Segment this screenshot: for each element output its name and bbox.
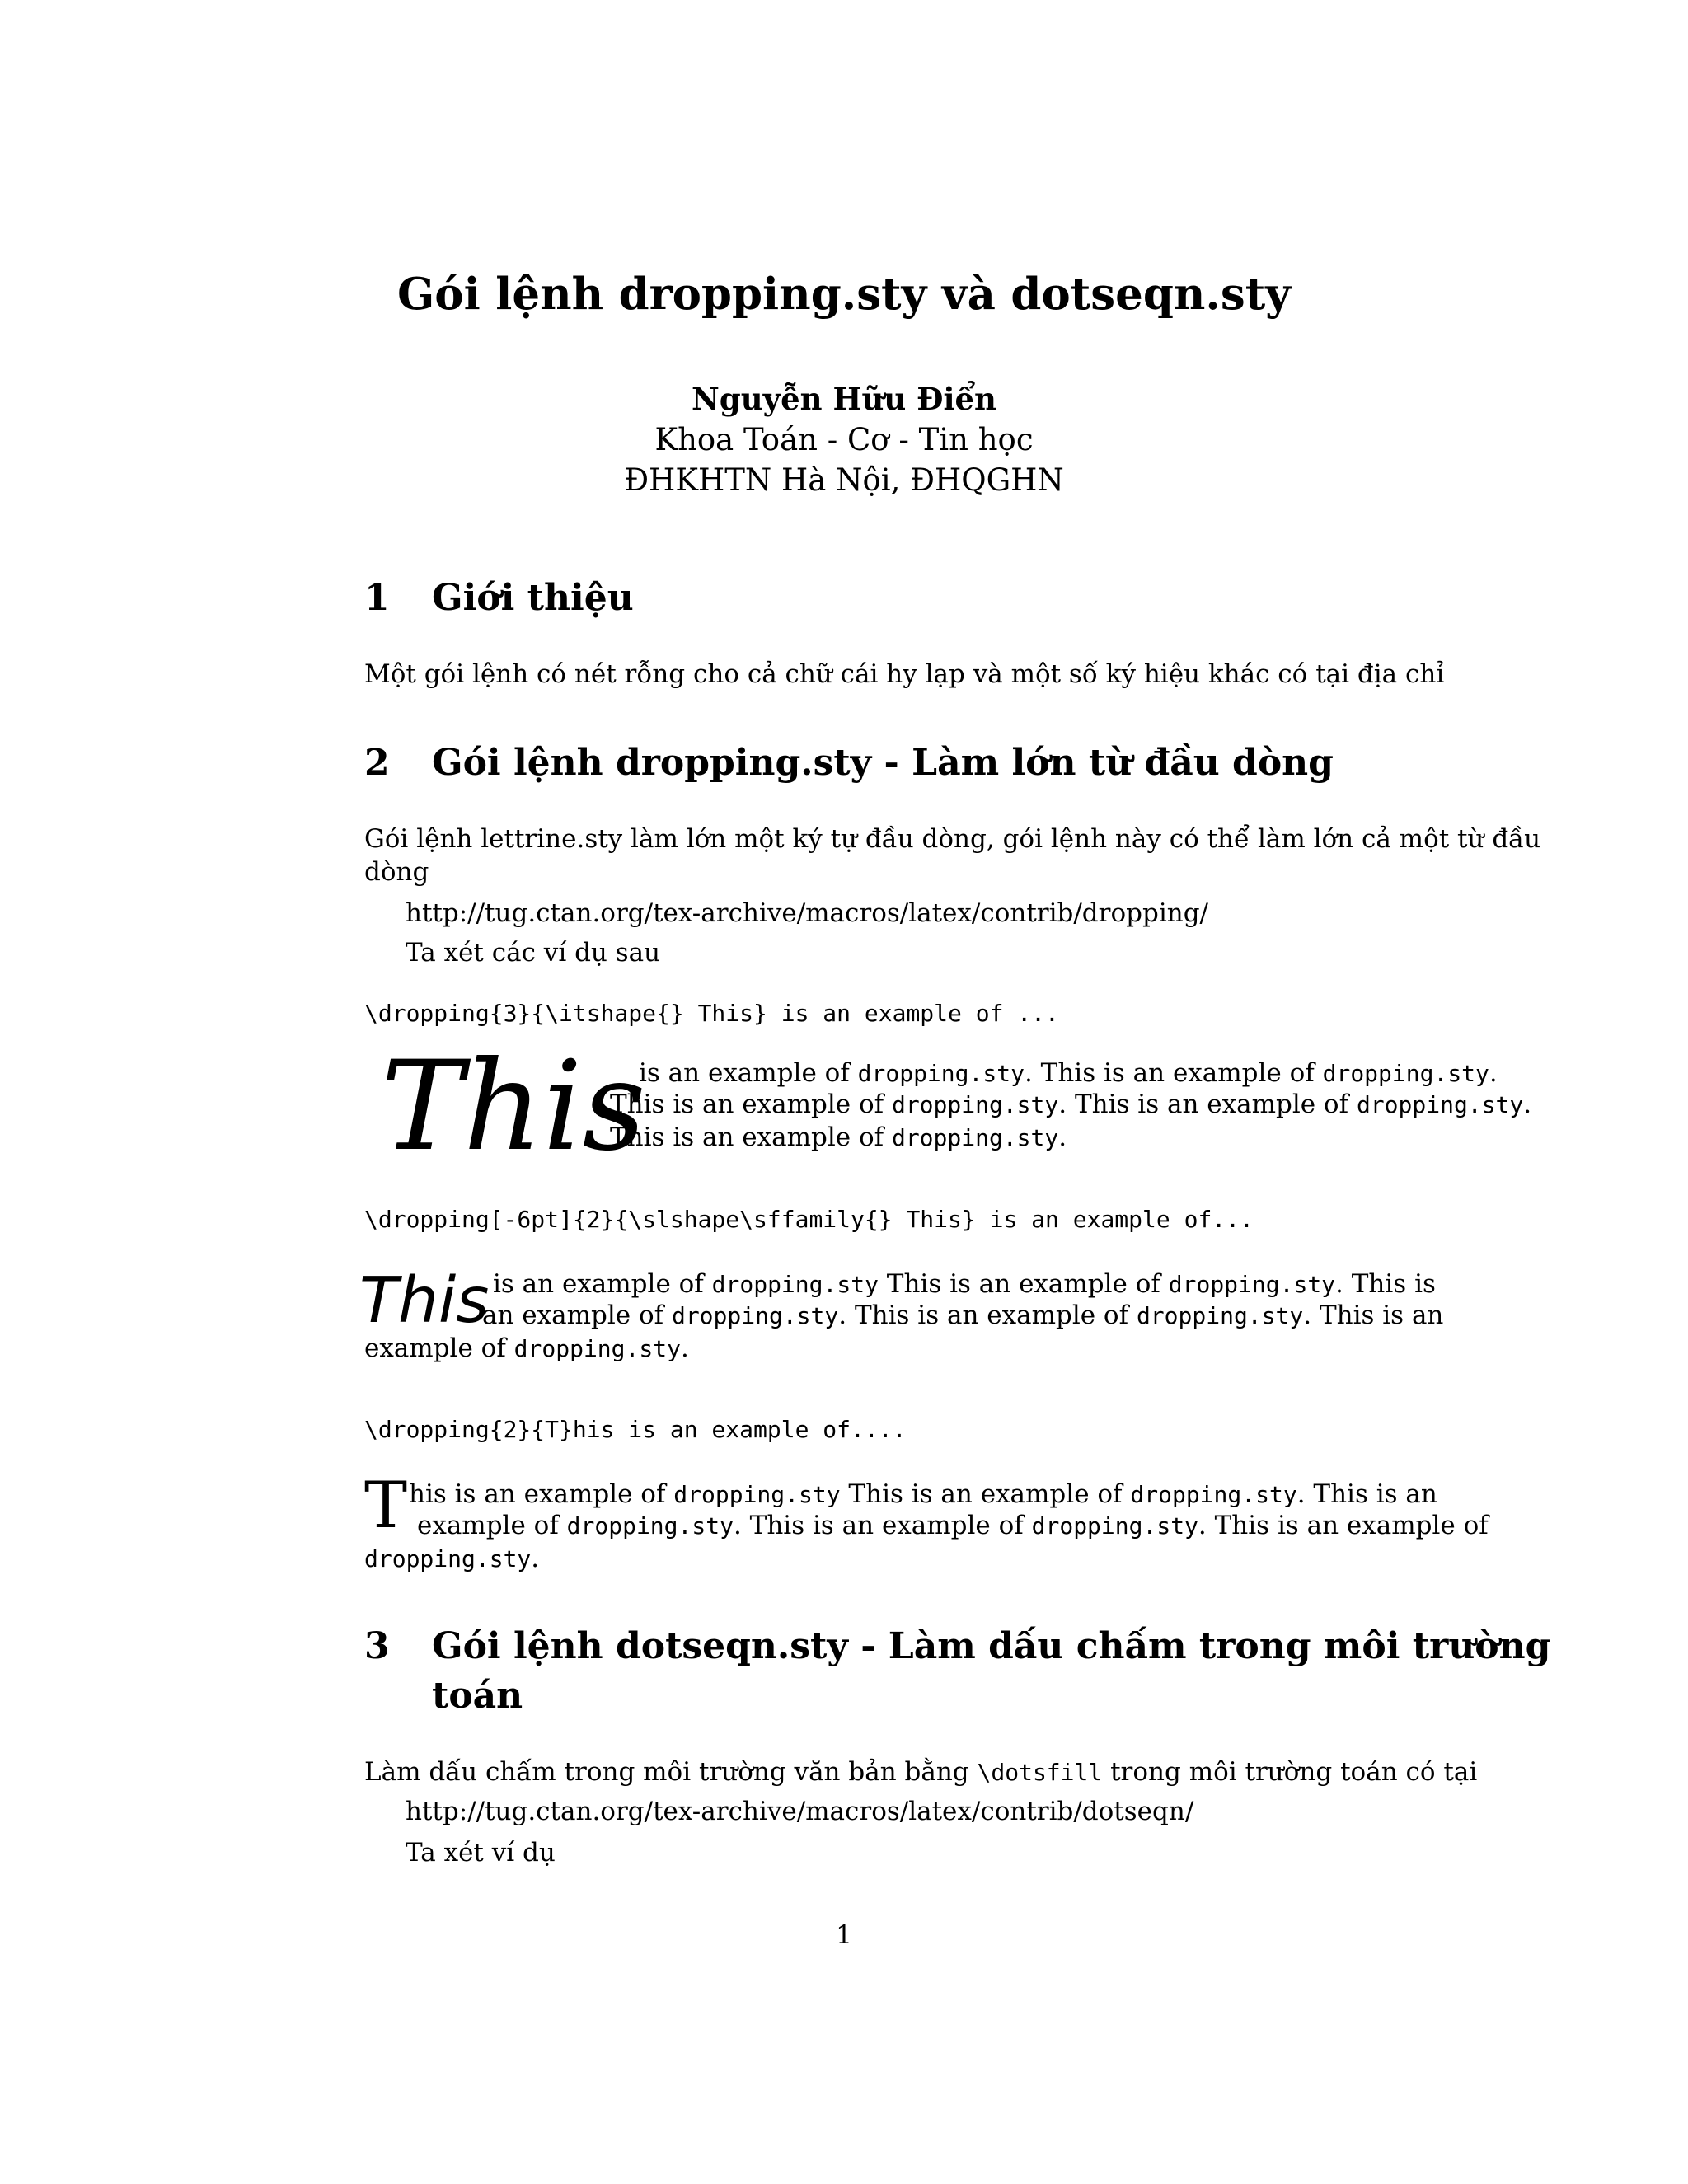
example-2-code: \dropping[-6pt]{2}{\slshape\sffamily{} This} is an example of... xyxy=(364,1206,1254,1233)
example-3-line-3: dropping.sty. xyxy=(364,1544,540,1573)
example-2-line-2: an example of dropping.sty. This is an example of dropping.sty. This is an xyxy=(482,1301,1444,1330)
section-number: 1 xyxy=(364,577,390,619)
section-2-para-line-1: Gói lệnh lettrine.sty làm lớn một ký tự đầu dòng, gói lệnh này có thể làm lớn cả một từ đầu xyxy=(364,824,1541,854)
author-affiliation-2: ĐHKHTN Hà Nội, ĐHQGHN xyxy=(624,462,1064,498)
author-block xyxy=(0,379,1688,500)
example-2-line-1: is an example of dropping.sty This is an example of dropping.sty. This is xyxy=(493,1269,1436,1299)
section-number: 3 xyxy=(364,1625,390,1667)
section-title: Giới thiệu xyxy=(432,577,634,619)
section-2-heading xyxy=(364,742,1334,784)
example-1-line-3: This is an example of dropping.sty. xyxy=(610,1122,1067,1152)
section-2-para-line-2: dòng xyxy=(364,857,429,887)
dotseqn-url: http://tug.ctan.org/tex-archive/macros/latex/contrib/dotseqn/ xyxy=(406,1797,1194,1826)
example-3-code: \dropping{2}{T}his is an example of.... xyxy=(364,1416,907,1443)
example-3-drop-letter: T xyxy=(364,1469,408,1543)
example-3-line-2: example of dropping.sty. This is an example of dropping.sty. This is an example of xyxy=(417,1511,1489,1540)
section-1-heading xyxy=(364,577,634,619)
dropping-url: http://tug.ctan.org/tex-archive/macros/latex/contrib/dropping/ xyxy=(406,898,1208,928)
example-1-line-2: This is an example of dropping.sty. This is an example of dropping.sty. xyxy=(610,1090,1532,1119)
author-name: Nguyễn Hữu Điển xyxy=(692,381,996,417)
example-1-line-1: is an example of dropping.sty. This is an example of dropping.sty. xyxy=(639,1058,1498,1088)
example-1-code: \dropping{3}{\itshape{} This} is an example of ... xyxy=(364,1000,1059,1027)
section-number: 2 xyxy=(364,742,390,784)
author-affiliation-1: Khoa Toán - Cơ - Tin học xyxy=(654,422,1034,457)
section-3-heading xyxy=(364,1625,1550,1667)
example-2-line-3: example of dropping.sty. xyxy=(364,1333,689,1363)
example-3-line-1: his is an example of dropping.sty This is an example of dropping.sty. This is an xyxy=(409,1479,1437,1509)
section-1-text: Một gói lệnh có nét rỗng cho cả chữ cái hy lạp và một số ký hiệu khác có tại địa chỉ xyxy=(364,659,1445,689)
example-2-drop-word: This xyxy=(359,1264,490,1338)
section-3-text: Làm dấu chấm trong môi trường văn bản bằng \dotsfill trong môi trường toán có tại xyxy=(364,1757,1478,1787)
paper-title: Gói lệnh dropping.sty và dotseqn.sty xyxy=(397,269,1291,320)
section-title: Gói lệnh dropping.sty - Làm lớn từ đầu dòng xyxy=(432,742,1334,784)
section-title-line-1: Gói lệnh dotseqn.sty - Làm dấu chấm trong môi trường xyxy=(432,1625,1551,1667)
example-intro: Ta xét ví dụ xyxy=(406,1838,556,1868)
examples-intro: Ta xét các ví dụ sau xyxy=(406,938,661,968)
page-number: 1 xyxy=(836,1920,852,1950)
section-3-title-line-2: toán xyxy=(432,1675,523,1717)
example-1-drop-word: This xyxy=(381,1035,646,1179)
